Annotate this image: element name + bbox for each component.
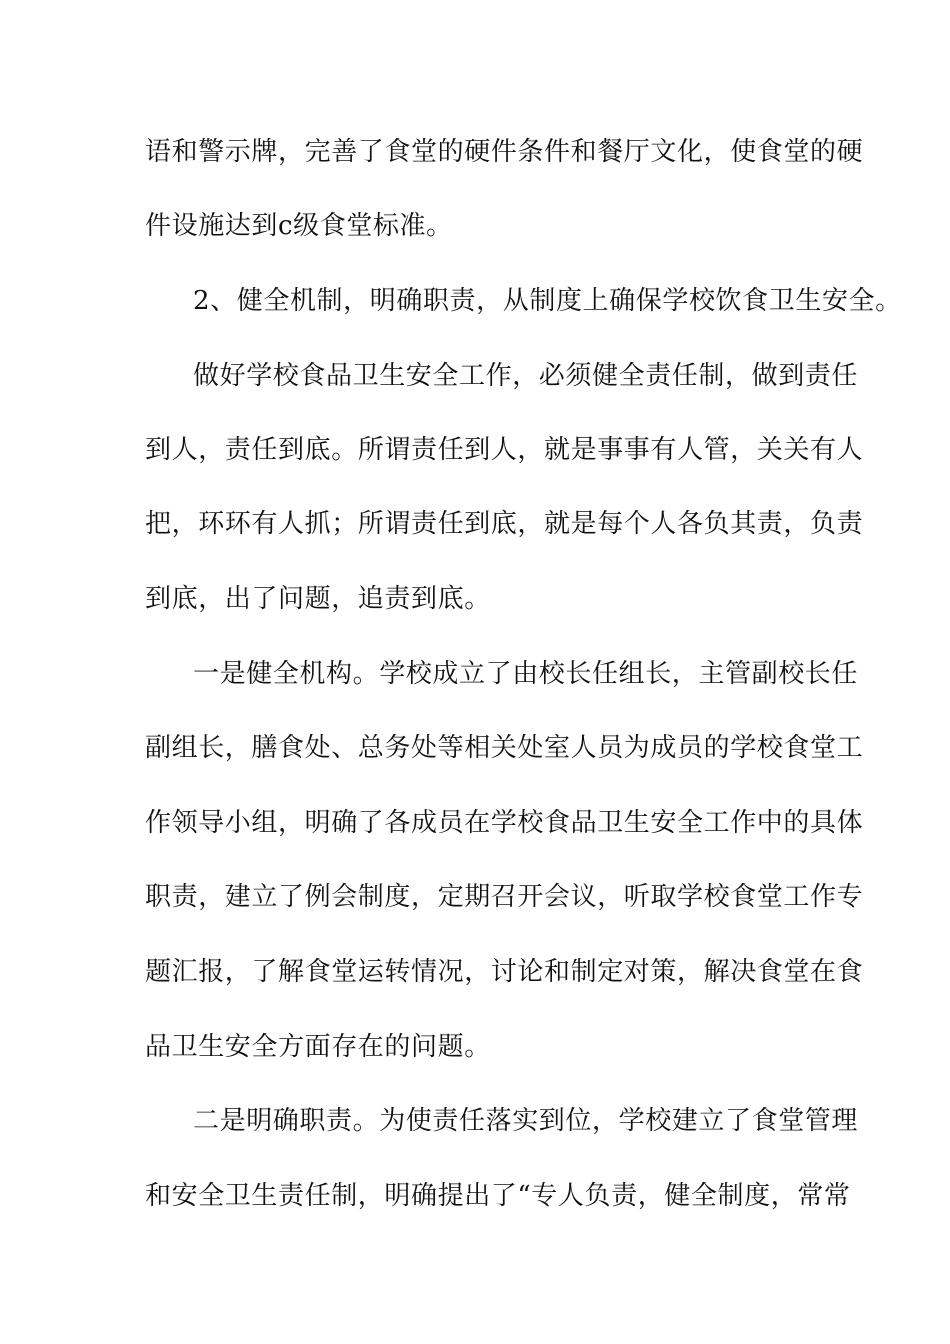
text-line-12: 题汇报，了解食堂运转情况，讨论和制定对策，解决食堂在食	[145, 957, 864, 987]
section-heading-2: 2、健全机制，明确职责，从制度上确保学校饮食卫生安全。	[193, 286, 902, 316]
text-line-15: 和安全卫生责任制，明确提出了“专人负责，健全制度，常常	[145, 1181, 851, 1211]
text-line-7: 到底，出了问题，追责到底。	[145, 584, 491, 614]
text-line-13: 品卫生安全方面存在的问题。	[145, 1032, 491, 1062]
text-line-9: 副组长，膳食处、总务处等相关处室人员为成员的学校食堂工	[145, 733, 864, 763]
text-line-14: 二是明确职责。为使责任落实到位，学校建立了食堂管理	[193, 1106, 859, 1136]
text-line-4: 做好学校食品卫生安全工作，必须健全责任制，做到责任	[193, 361, 859, 391]
text-line-6: 把，环环有人抓；所谓责任到底，就是每个人各负其责，负责	[145, 509, 864, 539]
text-line-10: 作领导小组，明确了各成员在学校食品卫生安全工作中的具体	[145, 808, 864, 838]
text-line-2: 件设施达到c级食堂标准。	[145, 211, 453, 241]
text-line-1: 语和警示牌，完善了食堂的硬件条件和餐厅文化，使食堂的硬	[145, 137, 864, 167]
text-line-8: 一是健全机构。学校成立了由校长任组长，主管副校长任	[193, 659, 859, 689]
text-line-5: 到人，责任到底。所谓责任到人，就是事事有人管，关关有人	[145, 435, 864, 465]
text-line-11: 职责，建立了例会制度，定期召开会议，听取学校食堂工作专	[145, 882, 864, 912]
